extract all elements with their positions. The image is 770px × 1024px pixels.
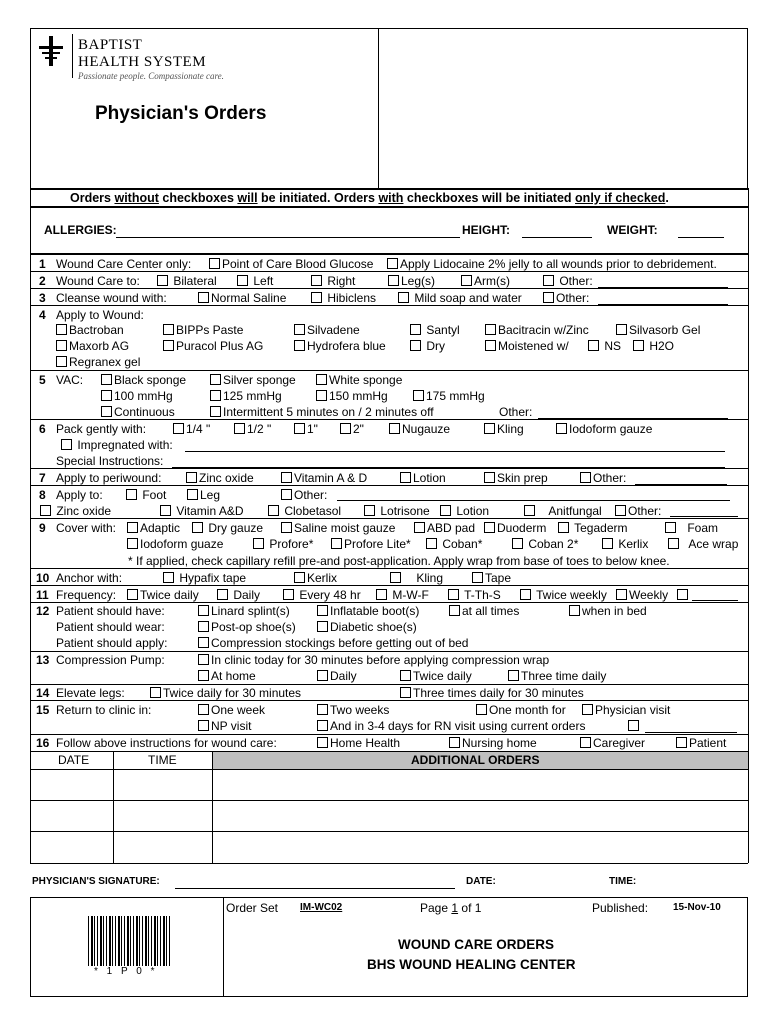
checkbox[interactable] xyxy=(580,472,591,483)
order-set-label: Order Set xyxy=(226,901,279,915)
checkbox[interactable] xyxy=(192,522,203,533)
order-8-option-i[interactable]: Anitfungal xyxy=(524,505,602,517)
order-8-other2-field[interactable] xyxy=(670,516,738,517)
order-13-option-d[interactable]: Twice daily xyxy=(400,670,472,682)
order-set-value: IM-WC02 xyxy=(300,902,343,913)
order-13-option-e[interactable]: Three time daily xyxy=(508,670,606,682)
order-9-option-k[interactable]: Coban* xyxy=(426,538,482,550)
order-15-option-a[interactable]: One week xyxy=(198,704,265,716)
signature-label: PHYSICIAN'S SIGNATURE: xyxy=(32,876,160,887)
logo-name-line1: BAPTIST xyxy=(78,37,143,53)
order-15-option-f[interactable]: And in 3-4 days for RN visit using current orders xyxy=(317,720,585,732)
time-column-header: TIME xyxy=(148,753,177,767)
checkbox[interactable] xyxy=(101,390,112,401)
allergies-field[interactable] xyxy=(116,237,460,238)
checkbox[interactable] xyxy=(461,275,472,286)
order-4-option-m[interactable]: H2O xyxy=(633,340,674,352)
checkbox[interactable] xyxy=(187,489,198,500)
order-9-option-i[interactable]: Profore* xyxy=(253,538,313,550)
order-12-option-a[interactable]: Linard splint(s) xyxy=(198,605,290,617)
order-4-option-h[interactable]: Puracol Plus AG xyxy=(163,340,263,352)
checkbox[interactable] xyxy=(449,605,460,616)
order-1-option-a[interactable]: Point of Care Blood Glucose xyxy=(209,258,373,270)
checkbox[interactable] xyxy=(677,589,688,600)
checkbox[interactable] xyxy=(410,340,421,351)
height-field[interactable] xyxy=(522,237,592,238)
checkbox[interactable] xyxy=(580,737,591,748)
order-7-option-a[interactable]: Zinc oxide xyxy=(186,472,254,484)
checkbox[interactable] xyxy=(616,324,627,335)
order-8-label: Apply to: xyxy=(56,488,103,502)
order-12-option-g[interactable]: Compression stockings before getting out of bed xyxy=(198,637,468,649)
checkbox[interactable] xyxy=(157,275,168,286)
checkbox[interactable] xyxy=(602,538,613,549)
order-3-num: 3 xyxy=(39,291,46,305)
order-12-label: Patient should have: xyxy=(56,604,165,618)
order-7-label: Apply to periwound: xyxy=(56,471,162,485)
order-8-option-f[interactable]: Clobetasol xyxy=(268,505,341,517)
order-11-other-field[interactable] xyxy=(692,600,738,601)
order-9-option-h[interactable]: Iodoform guaze xyxy=(127,538,223,550)
checkbox[interactable] xyxy=(558,522,569,533)
order-16-option-c[interactable]: Caregiver xyxy=(580,737,645,749)
checkbox[interactable] xyxy=(389,423,400,434)
order-6-option-g[interactable]: Iodoform gauze xyxy=(556,423,652,435)
checkbox[interactable] xyxy=(209,258,220,269)
order-5-option-i[interactable]: Intermittent 5 minutes on / 2 minutes off xyxy=(210,406,434,418)
order-9-label: Cover with: xyxy=(56,521,117,535)
order-11-option-e[interactable]: T-Th-S xyxy=(448,589,501,601)
order-4-option-a[interactable]: Bactroban xyxy=(56,324,124,336)
checkbox[interactable] xyxy=(331,538,342,549)
order-10-option-c[interactable]: Kling xyxy=(390,572,443,584)
order-8-option-a[interactable]: Foot xyxy=(126,489,166,501)
checkbox[interactable] xyxy=(317,670,328,681)
checkbox[interactable] xyxy=(210,374,221,385)
order-4-option-b[interactable]: BIPPs Paste xyxy=(163,324,243,336)
checkbox[interactable] xyxy=(616,589,627,600)
checkbox[interactable] xyxy=(413,390,424,401)
weight-label: WEIGHT: xyxy=(607,223,658,237)
checkbox[interactable] xyxy=(543,275,554,286)
order-6-option-f[interactable]: Kling xyxy=(484,423,524,435)
checkbox[interactable] xyxy=(398,292,409,303)
order-11-option-g[interactable]: Weekly xyxy=(616,589,668,601)
additional-orders-header: ADDITIONAL ORDERS xyxy=(411,753,540,767)
order-8-option-e[interactable]: Vitamin A&D xyxy=(160,505,244,517)
checkbox[interactable] xyxy=(615,505,626,516)
order-8-other-field[interactable] xyxy=(337,500,730,501)
checkbox[interactable] xyxy=(316,390,327,401)
checkbox[interactable] xyxy=(448,589,459,600)
order-3-option-a[interactable]: Normal Saline xyxy=(198,292,286,304)
checkbox[interactable] xyxy=(281,472,292,483)
order-15-label: Return to clinic in: xyxy=(56,703,152,717)
order-6-label: Pack gently with: xyxy=(56,422,147,436)
order-2-option-c[interactable]: Right xyxy=(311,275,355,287)
checkbox[interactable] xyxy=(126,489,137,500)
table-row-date-cells[interactable] xyxy=(31,770,112,862)
logo-name-line2: HEALTH SYSTEM xyxy=(78,54,207,70)
order-1-num: 1 xyxy=(39,257,46,271)
order-9-option-d[interactable]: ABD pad xyxy=(414,522,475,534)
order-8-option-b[interactable]: Leg xyxy=(187,489,220,501)
order-4-option-n[interactable]: Regranex gel xyxy=(56,356,140,368)
checkbox[interactable] xyxy=(160,505,171,516)
order-16-option-d[interactable]: Patient xyxy=(676,737,726,749)
order-3-label: Cleanse wound with: xyxy=(56,291,167,305)
checkbox[interactable] xyxy=(268,505,279,516)
order-7-option-c[interactable]: Lotion xyxy=(400,472,446,484)
checkbox[interactable] xyxy=(400,472,411,483)
order-7-option-e[interactable]: Other: xyxy=(580,472,626,484)
order-10-option-a[interactable]: Hypafix tape xyxy=(163,572,246,584)
checkbox[interactable] xyxy=(524,505,535,516)
order-4-option-c[interactable]: Silvadene xyxy=(294,324,360,336)
order-2-num: 2 xyxy=(39,274,46,288)
order-9-option-f[interactable]: Tegaderm xyxy=(558,522,628,534)
order-10-option-d[interactable]: Tape xyxy=(472,572,511,584)
order-6-option-e[interactable]: Nugauze xyxy=(389,423,450,435)
order-11-option-b[interactable]: Daily xyxy=(217,589,260,601)
order-5-option-d[interactable]: 100 mmHg xyxy=(101,390,173,402)
checkbox[interactable] xyxy=(127,589,138,600)
order-15-option-g[interactable] xyxy=(628,720,641,732)
checkbox[interactable] xyxy=(569,605,580,616)
order-11-option-h[interactable] xyxy=(677,589,690,601)
checkbox[interactable] xyxy=(390,572,401,583)
order-10-option-b[interactable]: Kerlix xyxy=(294,572,337,584)
published-date: 15-Nov-10 xyxy=(673,902,721,913)
checkbox[interactable] xyxy=(543,292,554,303)
checkbox[interactable] xyxy=(440,505,451,516)
order-4-num: 4 xyxy=(39,308,46,322)
signature-field[interactable] xyxy=(175,888,455,889)
checkbox[interactable] xyxy=(127,538,138,549)
order-13-num: 13 xyxy=(36,653,50,667)
order-16-option-a[interactable]: Home Health xyxy=(317,737,400,749)
checkbox[interactable] xyxy=(198,704,209,715)
checkbox[interactable] xyxy=(668,538,679,549)
checkbox[interactable] xyxy=(414,522,425,533)
signature-time-label: TIME: xyxy=(609,876,637,887)
order-14-option-a[interactable]: Twice daily for 30 minutes xyxy=(150,687,301,699)
checkbox[interactable] xyxy=(40,505,51,516)
order-13-label: Compression Pump: xyxy=(56,653,165,667)
order-8-option-d[interactable]: Zinc oxide xyxy=(40,505,111,517)
order-13-option-a[interactable]: In clinic today for 30 minutes before applying compression wrap xyxy=(198,654,549,666)
order-15-other-field[interactable] xyxy=(645,732,737,733)
checkbox[interactable] xyxy=(217,589,228,600)
header-divider xyxy=(378,28,379,190)
order-5-option-a[interactable]: Black sponge xyxy=(101,374,186,386)
checkbox[interactable] xyxy=(210,406,221,417)
order-8-option-j[interactable]: Other: xyxy=(615,505,661,517)
checkbox[interactable] xyxy=(665,522,676,533)
checkbox[interactable] xyxy=(676,737,687,748)
checkbox[interactable] xyxy=(633,340,644,351)
checkbox[interactable] xyxy=(234,423,245,434)
order-7-num: 7 xyxy=(39,471,46,485)
order-14-num: 14 xyxy=(36,686,50,700)
order-4-label: Apply to Wound: xyxy=(56,308,144,322)
order-10-label: Anchor with: xyxy=(56,571,123,585)
order-6-special-label: Special Instructions: xyxy=(56,454,164,468)
order-15-num: 15 xyxy=(36,703,50,717)
checkbox[interactable] xyxy=(364,505,375,516)
order-7-option-d[interactable]: Skin prep xyxy=(484,472,548,484)
logo-tagline: Passionate people. Compassionate care. xyxy=(78,71,224,81)
order-12-option-d[interactable]: when in bed xyxy=(569,605,647,617)
checkbox[interactable] xyxy=(317,720,328,731)
checkbox[interactable] xyxy=(449,737,460,748)
checkbox[interactable] xyxy=(400,687,411,698)
published-label: Published: xyxy=(592,901,649,915)
checkbox[interactable] xyxy=(198,621,209,632)
checkbox[interactable] xyxy=(198,637,209,648)
allergies-label: ALLERGIES: xyxy=(44,223,117,237)
checkbox[interactable] xyxy=(588,340,599,351)
cross-logo-icon xyxy=(36,36,66,66)
order-9-option-j[interactable]: Profore Lite* xyxy=(331,538,411,550)
order-11-num: 11 xyxy=(36,588,49,602)
order-3-option-d[interactable]: Other: xyxy=(543,292,589,304)
order-6-option-d[interactable]: 2" xyxy=(340,423,364,435)
signature-date-label: DATE: xyxy=(466,876,496,887)
order-4-option-l[interactable]: NS xyxy=(588,340,621,352)
checkbox[interactable] xyxy=(127,522,138,533)
checkbox[interactable] xyxy=(173,423,184,434)
checkbox[interactable] xyxy=(485,340,496,351)
checkbox[interactable] xyxy=(317,737,328,748)
weight-field[interactable] xyxy=(678,237,724,238)
order-9-option-b[interactable]: Dry gauze xyxy=(192,522,263,534)
height-label: HEIGHT: xyxy=(462,223,510,237)
checkbox[interactable] xyxy=(317,621,328,632)
order-12-option-c[interactable]: at all times xyxy=(449,605,519,617)
order-11-option-d[interactable]: M-W-F xyxy=(376,589,429,601)
checkbox[interactable] xyxy=(56,340,67,351)
order-5-option-e[interactable]: 125 mmHg xyxy=(210,390,282,402)
order-5-num: 5 xyxy=(39,373,46,387)
logo xyxy=(36,36,66,68)
checkbox[interactable] xyxy=(400,670,411,681)
order-9-option-m[interactable]: Kerlix xyxy=(602,538,648,550)
order-13-option-c[interactable]: Daily xyxy=(317,670,357,682)
order-5-option-f[interactable]: 150 mmHg xyxy=(316,390,388,402)
order-12-label2: Patient should wear: xyxy=(56,620,165,634)
checkbox[interactable] xyxy=(163,340,174,351)
checkbox[interactable] xyxy=(476,704,487,715)
checkbox[interactable] xyxy=(410,324,421,335)
order-4-option-k[interactable]: Moistened w/ xyxy=(485,340,569,352)
page-title: Physician's Orders xyxy=(95,103,267,124)
checkbox[interactable] xyxy=(186,472,197,483)
checkbox[interactable] xyxy=(163,572,174,583)
checkbox[interactable] xyxy=(484,423,495,434)
checkbox[interactable] xyxy=(294,572,305,583)
order-15-option-d[interactable]: Physician visit xyxy=(582,704,670,716)
order-4-option-g[interactable]: Maxorb AG xyxy=(56,340,129,352)
order-4-option-e[interactable]: Bacitracin w/Zinc xyxy=(485,324,589,336)
order-8-option-g[interactable]: Lotrisone xyxy=(364,505,430,517)
order-12-option-f[interactable]: Diabetic shoe(s) xyxy=(317,621,417,633)
checkbox[interactable] xyxy=(582,704,593,715)
checkbox[interactable] xyxy=(56,324,67,335)
order-6-num: 6 xyxy=(39,422,46,436)
checkbox[interactable] xyxy=(101,374,112,385)
order-10-num: 10 xyxy=(36,571,50,585)
checkbox[interactable] xyxy=(150,687,161,698)
checkbox[interactable] xyxy=(311,275,322,286)
order-5-label: VAC: xyxy=(56,373,84,387)
order-5-option-g[interactable]: 175 mmHg xyxy=(413,390,485,402)
checkbox[interactable] xyxy=(376,589,387,600)
order-7-option-b[interactable]: Vitamin A & D xyxy=(281,472,367,484)
order-9-note: * If applied, check capillary refill pre-and post-application. Apply wrap from base of toes to below knee. xyxy=(128,554,670,568)
order-14-option-b[interactable]: Three times daily for 30 minutes xyxy=(400,687,584,699)
order-1-option-b[interactable]: Apply Lidocaine 2% jelly to all wounds prior to debridement. xyxy=(387,258,717,270)
checkbox[interactable] xyxy=(237,275,248,286)
checkbox[interactable] xyxy=(556,423,567,434)
order-9-option-n[interactable]: Ace wrap xyxy=(668,538,738,550)
order-11-option-f[interactable]: Twice weekly xyxy=(520,589,607,601)
order-3-option-c[interactable]: Mild soap and water xyxy=(398,292,522,304)
checkbox[interactable] xyxy=(316,374,327,385)
order-4-option-j[interactable]: Dry xyxy=(410,340,445,352)
checkbox[interactable] xyxy=(340,423,351,434)
checkbox[interactable] xyxy=(317,704,328,715)
checkbox[interactable] xyxy=(198,292,209,303)
order-9-option-c[interactable]: Saline moist gauze xyxy=(281,522,395,534)
checkbox[interactable] xyxy=(198,720,209,731)
order-9-num: 9 xyxy=(39,521,46,535)
order-2-label: Wound Care to: xyxy=(56,274,140,288)
checkbox[interactable] xyxy=(388,275,399,286)
order-8-option-c[interactable]: Other: xyxy=(281,489,327,501)
notice-text: Orders without checkboxes will be initiated. Orders with checkboxes will be initiated only if checked. xyxy=(70,191,669,205)
order-4-option-i[interactable]: Hydrofera blue xyxy=(294,340,386,352)
barcode-text: * 1 P 0 * xyxy=(94,966,158,977)
checkbox[interactable] xyxy=(484,522,495,533)
checkbox[interactable] xyxy=(628,720,639,731)
date-column-header: DATE xyxy=(58,753,90,767)
order-14-label: Elevate legs: xyxy=(56,686,125,700)
order-2-option-e[interactable]: Arm(s) xyxy=(461,275,510,287)
order-2-option-f[interactable]: Other: xyxy=(543,275,593,287)
order-3-option-b[interactable]: Hibiclens xyxy=(311,292,376,304)
order-8-option-h[interactable]: Lotion xyxy=(440,505,489,517)
checkbox[interactable] xyxy=(101,406,112,417)
checkbox[interactable] xyxy=(294,340,305,351)
order-15-option-e[interactable]: NP visit xyxy=(198,720,251,732)
checkbox[interactable] xyxy=(56,356,67,367)
checkbox[interactable] xyxy=(294,324,305,335)
order-16-num: 16 xyxy=(36,736,50,750)
footer-title-2: BHS WOUND HEALING CENTER xyxy=(367,957,576,972)
checkbox[interactable] xyxy=(281,522,292,533)
order-11-option-a[interactable]: Twice daily xyxy=(127,589,199,601)
order-4-option-f[interactable]: Silvasorb Gel xyxy=(616,324,700,336)
checkbox[interactable] xyxy=(485,324,496,335)
order-8-num: 8 xyxy=(39,488,46,502)
checkbox[interactable] xyxy=(311,292,322,303)
order-5-option-h[interactable]: Continuous xyxy=(101,406,175,418)
order-11-label: Frequency: xyxy=(56,588,117,602)
checkbox[interactable] xyxy=(317,605,328,616)
order-9-option-a[interactable]: Adaptic xyxy=(127,522,180,534)
order-5-other-label: Other: xyxy=(499,405,533,419)
checkbox[interactable] xyxy=(198,605,209,616)
checkbox[interactable] xyxy=(283,589,294,600)
checkbox[interactable] xyxy=(198,654,209,665)
order-12-option-b[interactable]: Inflatable boot(s) xyxy=(317,605,419,617)
order-2-option-d[interactable]: Leg(s) xyxy=(388,275,435,287)
order-9-option-e[interactable]: Duoderm xyxy=(484,522,546,534)
order-5-option-c[interactable]: White sponge xyxy=(316,374,402,386)
order-15-option-b[interactable]: Two weeks xyxy=(317,704,389,716)
checkbox[interactable] xyxy=(512,538,523,549)
checkbox[interactable] xyxy=(61,439,72,450)
order-5-option-b[interactable]: Silver sponge xyxy=(210,374,296,386)
checkbox[interactable] xyxy=(163,324,174,335)
order-6-option-h[interactable]: Impregnated with: xyxy=(61,439,173,451)
order-2-option-a[interactable]: Bilateral xyxy=(157,275,217,287)
order-12-num: 12 xyxy=(36,604,50,618)
checkbox[interactable] xyxy=(472,572,483,583)
checkbox[interactable] xyxy=(426,538,437,549)
order-9-option-l[interactable]: Coban 2* xyxy=(512,538,578,550)
order-9-option-g[interactable]: Foam xyxy=(665,522,718,534)
order-6-impregnated-field[interactable] xyxy=(185,451,725,452)
order-6-option-a[interactable]: 1/4 " xyxy=(173,423,210,435)
footer-title-1: WOUND CARE ORDERS xyxy=(398,937,555,952)
order-16-label: Follow above instructions for wound care: xyxy=(56,736,277,750)
checkbox[interactable] xyxy=(210,390,221,401)
checkbox[interactable] xyxy=(508,670,519,681)
checkbox[interactable] xyxy=(484,472,495,483)
logo-rule xyxy=(72,34,73,78)
order-12-label3: Patient should apply: xyxy=(56,636,168,650)
checkbox[interactable] xyxy=(198,670,209,681)
order-13-option-b[interactable]: At home xyxy=(198,670,256,682)
checkbox[interactable] xyxy=(520,589,531,600)
checkbox[interactable] xyxy=(253,538,264,549)
order-6-option-b[interactable]: 1/2 " xyxy=(234,423,271,435)
checkbox[interactable] xyxy=(294,423,305,434)
checkbox[interactable] xyxy=(387,258,398,269)
order-4-option-d[interactable]: Santyl xyxy=(410,324,460,336)
order-11-option-c[interactable]: Every 48 hr xyxy=(283,589,361,601)
order-6-option-c[interactable]: 1" xyxy=(294,423,318,435)
order-15-option-c[interactable]: One month for xyxy=(476,704,566,716)
order-16-option-b[interactable]: Nursing home xyxy=(449,737,537,749)
order-2-option-b[interactable]: Left xyxy=(237,275,273,287)
checkbox[interactable] xyxy=(281,489,292,500)
order-12-option-e[interactable]: Post-op shoe(s) xyxy=(198,621,296,633)
order-1-label: Wound Care Center only: xyxy=(56,257,192,271)
barcode-image xyxy=(88,916,170,966)
page-counter: Page 1 of 1 xyxy=(420,901,482,915)
